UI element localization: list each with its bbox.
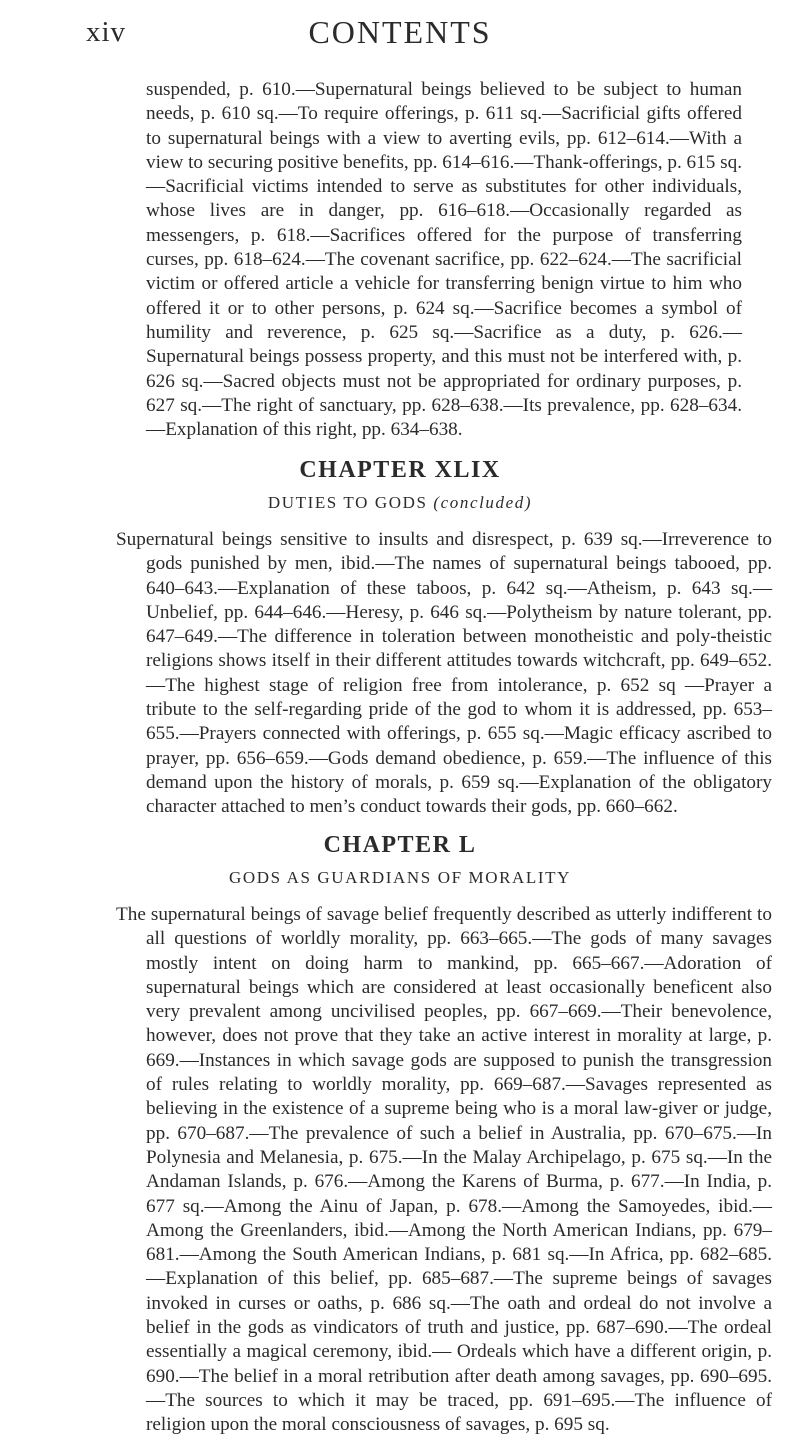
chapter-title: CHAPTER L (323, 832, 477, 858)
chapter-subtitle-note: (concluded) (433, 493, 533, 512)
chapter-subtitle-main: GODS AS GUARDIANS OF MORALITY (228, 868, 572, 887)
chapter-subtitle-main: DUTIES TO GODS (267, 493, 428, 512)
chapter-summary-text: Supernatural beings sensitive to insults and disrespect, p. 639 sq.—Irreverence to gods punished by men, ibid.—The names of supernatural beings tabooed, pp. 640–643.—Explanation of these taboos, p. 642 sq.—Atheism, p. 643 sq.—Unbelief, pp. 644–646.—Heresy, p. 646 sq.—Polytheism by nature tolerant, pp. 647–649.—The difference in toleration between monotheistic and poly-theistic religions shows itself in their different attitudes towards witchcraft, pp. 649–652.—The highest stage of religion free from intolerance, p. 652 sq —Prayer a tribute to the self-regarding pride of the god to whom it is addressed, pp. 653–655.—Prayers connected with offerings, p. 655 sq.—Magic efficacy ascribed to prayer, pp. 656–659.—Gods demand obedience, p. 659.—The influence of this demand upon the history of morals, p. 659 sq.—Explanation of the obligatory character attached to men’s conduct towards their gods, pp. 660–662. (116, 529, 772, 818)
chapter-summary-text: The supernatural beings of savage belief frequently described as utterly indifferent to all questions of worldly morality, pp. 663–665.—The gods of many savages mostly intent on doing harm to mankind, pp. 665–667.—Adoration of supernatural beings which are considered at least occasionally beneficent also very prevalent among uncivilised peoples, pp. 667–669.—Their benevolence, however, does not prove that they take an active interest in morality at large, p. 669.—Instances in which savage gods are supposed to punish the transgression of rules relating to worldly morality, pp. 669–687.—Savages represented as believing in the existence of a supreme being who is a moral law-giver or judge, pp. 670–687.—The prevalence of such a belief in Australia, pp. 670–675.—In Polynesia and Melanesia, p. 675.—In the Malay Archipelago, p. 675 sq.—In the Andaman Islands, p. 676.—Among the Karens of Burma, p. 677.—In India, p. 677 sq.—Among the Ainu of Japan, p. 678.—Among the Samoyedes, ibid.—Among the Greenlanders, ibid.—Among the North American Indians, pp. 679–681.—Among the South American Indians, p. 681 sq.—In Africa, pp. 682–685.—Explanation of this belief, pp. 685–687.—The supreme beings of savages invoked in curses or oaths, p. 686 sq.—The oath and ordeal do not involve a belief in the gods as vindicators of truth and justice, pp. 687–690.—The ordeal essentially a magical ceremony, ibid.— Ordeals which have a different origin, p. 690.—The belief in a moral retribution after death among savages, pp. 690–695.—The sources to which it may be traced, pp. 691–695.—The influence of religion upon the moral consciousness of savages, p. 695 sq. (116, 904, 772, 1436)
chapter-title: CHAPTER XLIX (299, 457, 501, 483)
chapter-subtitle (0, 493, 800, 513)
page-number: xiv (86, 16, 127, 48)
chapter-subtitle (0, 868, 800, 888)
page-header (0, 6, 800, 54)
running-head: CONTENTS (308, 14, 492, 50)
chapter-continuation-text: suspended, p. 610.—Supernatural beings believed to be subject to human needs, p. 610 sq.—To require offerings, p. 611 sq.—Sacrificial gifts offered to supernatural beings with a view to averting evils, pp. 612–614.—With a view to securing positive benefits, pp. 614–616.—Thank-offerings, p. 615 sq.—Sacrificial victims intended to serve as substitutes for other individuals, whose lives are in danger, pp. 616–618.—Occasionally regarded as messengers, p. 618.—Sacrifices offered for the purpose of transferring curses, pp. 618–624.—The covenant sacrifice, pp. 622–624.—The sacrificial victim or offered article a vehicle for transferring benign virtue to him who offered it or to other persons, p. 624 sq.—Sacrifice becomes a symbol of humility and reverence, p. 625 sq.—Sacrifice as a duty, p. 626.—Supernatural beings possess property, and this must not be interfered with, p. 626 sq.—Sacred objects must not be appropriated for ordinary purposes, p. 627 sq.—The right of sanctuary, pp. 628–638.—Its prevalence, pp. 628–634.—Explanation of this right, pp. 634–638. (146, 79, 742, 441)
